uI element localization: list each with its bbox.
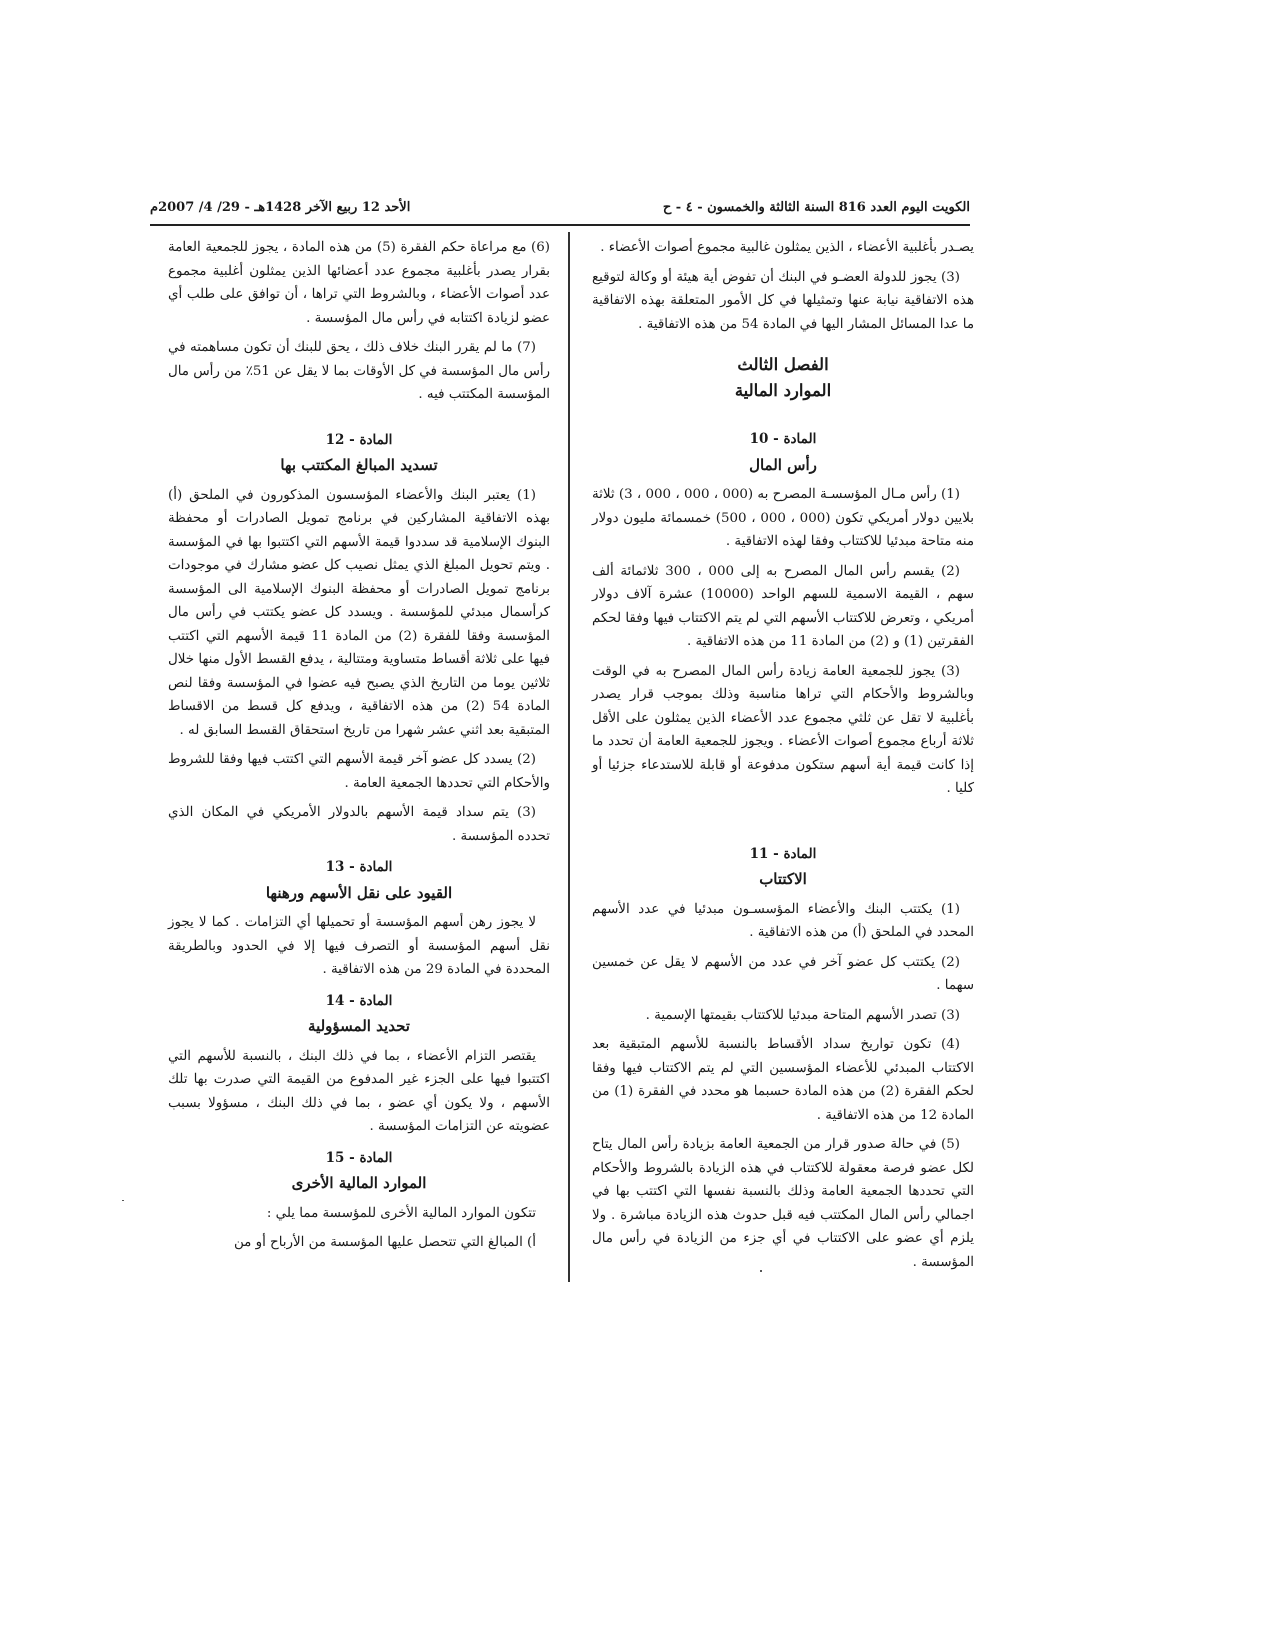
article-12-paragraph-3: (3) يتم سداد قيمة الأسهم بالدولار الأمريكي في المكان الذي تحدده المؤسسة . [168, 805, 550, 844]
article-11-paragraph-3: (3) تصدر الأسهم المتاحة مبدئيا للاكتتاب بقيمتها الإسمية . [645, 1007, 960, 1023]
article-11-paragraph-6: (6) مع مراعاة حكم الفقرة (5) من هذه المادة ، يجوز للجمعية العامة بقرار يصدر بأغلبية مجموع عدد أعضائها الذين يمثلون أغلبية مجموع عدد أصوات الأعضاء ، وبالشروط التي تراها ، أن توافق على طلب أي عضو لزيادة اكتتابه في رأس مال المؤسسة . [168, 240, 550, 326]
article-15-paragraph-2: أ) المبالغ التي تتحصل عليها المؤسسة من الأرباح أو من [233, 1235, 536, 1250]
article-11-number: المادة - 11 [749, 845, 817, 862]
article-14-paragraph-1: يقتصر التزام الأعضاء ، بما في ذلك البنك ، بالنسبة للأسهم التي اكتتبوا فيها على الجزء غير المدفوع من القيمة التي صدرت بها تلك الأسهم ، ولا يكون أي عضو ، بما في ذلك البنك ، مسؤولا بسبب عضويته عن التزامات المؤسسة . [168, 1048, 550, 1134]
paragraph-3: (3) يجوز للدولة العضـو في البنك أن تفوض أية هيئة أو وكالة لتوقيع هذه الاتفاقية نيابة عنها وتمثيلها في كل الأمور المتعلقة بهذه الاتفاقية ما عدا المسائل المشار اليها في المادة 54 من هذه الاتفاقية . [592, 269, 974, 332]
article-12-number: المادة - 12 [325, 431, 393, 448]
article-10-paragraph-3: (3) يجوز للجمعية العامة زيادة رأس المال المصرح به في الوقت وبالشروط والأحكام التي تراها مناسبة وذلك بموجب قرار يصدر بأغلبية لا تقل عن ثلثي مجموع عدد الأعضاء الذين يمثلون على الأقل ثلاثة أرباع مجموع أصوات الأعضاء . ويجوز للجمعية العامة أن تحدد ما إذا كانت قيمة أية أسهم ستكون مدفوعة أو قابلة للاستدعاء جزئيا أو كليا . [592, 663, 974, 796]
article-12-title: تسديد المبالغ المكتتب بها [280, 456, 438, 474]
column-divider [568, 232, 570, 1282]
article-11-paragraph-2: (2) يكتتب كل عضو آخر في عدد من الأسهم لا يقل عن خمسين سهما . [592, 954, 974, 993]
article-15-title: الموارد المالية الأخرى [291, 1174, 427, 1192]
article-13-title: القيود على نقل الأسهم ورهنها [265, 883, 453, 902]
article-15-paragraph-1: تتكون الموارد المالية الأخرى للمؤسسة مما يلي : [266, 1205, 536, 1221]
article-11-paragraph-7: (7) ما لم يقرر البنك خلاف ذلك ، يحق للبنك أن تكون مساهمته في رأس مال المؤسسة في كل الأوقات بما لا يقل عن 51٪ من رأس مال المؤسسة المكتتب فيه . [168, 340, 551, 402]
article-12-paragraph-1: (1) يعتبر البنك والأعضاء المؤسسون المذكورون في الملحق (أ) بهذه الاتفاقية المشاركين في برنامج تمويل الصادرات أو محفظة البنوك الإسلامية قد سددوا قيمة الأسهم التي اكتتبوا بها في المؤسسة . ويتم تحويل المبلغ الذي يمثل نصيب كل عضو مشارك في موجودات برنامج تمويل الصادرات أو محفظة البنوك الإسلامية الى المؤسسة كرأسمال مبدئي للمؤسسة . ويسدد كل عضو يكتتب في رأس مال المؤسسة وفقا للفقرة (2) من المادة 11 قيمة الأسهم التي اكتتب فيها على ثلاثة أقساط متساوية ومتتالية ، يدفع القسط الأول منها خلال ثلاثين يوما من التاريخ الذي يصبح فيه عضوا في المؤسسة وفقا لنص المادة 54 (2) من هذه الاتفاقية ، ويدفع كل قسط من الاقساط المتبقية بعد اثني عشر شهرا من تاريخ استحقاق القسط السابق له . [168, 487, 551, 738]
article-13-number: المادة - 13 [325, 859, 393, 875]
left-column [168, 236, 550, 1261]
paragraph-continued: يصـدر بأغلبية الأعضاء ، الذين يمثلون غالبية مجموع أصوات الأعضاء . [600, 240, 974, 255]
article-11-paragraph-1: (1) يكتتب البنك والأعضاء المؤسسـون مبدئيا في عدد الأسهم المحدد في الملحق (أ) من هذه الاتفاقية . [592, 901, 974, 940]
article-11-title: الاكتتاب [759, 870, 807, 888]
chapter-title: الفصل الثالث [737, 355, 829, 374]
header-date: الأحد 12 ربيع الآخر 1428هـ - 29/ 4/ 2007م [150, 200, 411, 215]
header-rule [150, 224, 970, 226]
article-15-number: المادة - 15 [325, 1149, 393, 1166]
article-10-paragraph-1: (1) رأس مـال المؤسسـة المصرح به (000 ، 000 ، 000 ، 3) ثلاثة بلايين دولار أمريكي تكون (000 ، 000 ، 500) خمسمائة مليون دولار منه متاحة مبدئيا للاكتتاب وفقا لهذه الاتفاقية . [592, 487, 974, 549]
article-10-title: رأس المال [749, 455, 817, 474]
page-header [150, 196, 970, 222]
article-14-number: المادة - 14 [325, 992, 393, 1009]
article-13-paragraph-1: لا يجوز رهن أسهم المؤسسة أو تحميلها أي التزامات . كما لا يجوز نقل أسهم المؤسسة أو التصرف فيها إلا في الحدود وبالطريقة المحددة في المادة 29 من هذه الاتفاقية . [168, 915, 550, 977]
article-11-paragraph-5: (5) في حالة صدور قرار من الجمعية العامة بزيادة رأس المال يتاح لكل عضو فرصة معقولة للاكتتاب في هذه الزيادة بالشروط والأحكام التي تحددها الجمعية العامة وذلك بالنسبة نفسها التي اكتتب بها في اجمالي رأس المال المكتتب فيه قبل حدوث هذه الزيادة مباشرة . ولا يلزم أي عضو على الاكتتاب في أي جزء من الزيادة في رأس مال المؤسسة . [592, 1137, 974, 1270]
article-10-number: المادة - 10 [749, 431, 817, 447]
article-11-paragraph-4: (4) تكون تواريخ سداد الأقساط بالنسبة للأسهم المتبقية بعد الاكتتاب المبدئي للأعضاء المؤسسين التي لم يتم الاكتتاب فيها وفقا لحكم الفقرة (2) من هذه المادة حسبما هو محدد في الفقرة (1) من المادة 12 من هذه الاتفاقية . [592, 1037, 974, 1123]
right-column [592, 236, 974, 1280]
article-10-paragraph-2: (2) يقسم رأس المال المصرح به إلى 000 ، 300 ثلاثمائة ألف سهم ، القيمة الاسمية للسهم الواحد (10000) عشرة آلاف دولار أمريكي ، وتعرض للاكتتاب الأسهم التي لم يتم الاكتتاب فيها وفقا لحكم الفقرتين (1) و (2) من المادة 11 من هذه الاتفاقية . [592, 563, 974, 649]
chapter-subtitle: الموارد المالية [734, 381, 832, 400]
article-14-title: تحديد المسؤولية [308, 1017, 410, 1035]
article-12-paragraph-2: (2) يسدد كل عضو آخر قيمة الأسهم التي اكتتب فيها وفقا للشروط والأحكام التي تحددها الجمعية العامة . [168, 752, 550, 791]
header-publication: الكويت اليوم العدد 816 السنة الثالثة والخمسون - ٤ - ح [662, 200, 970, 215]
